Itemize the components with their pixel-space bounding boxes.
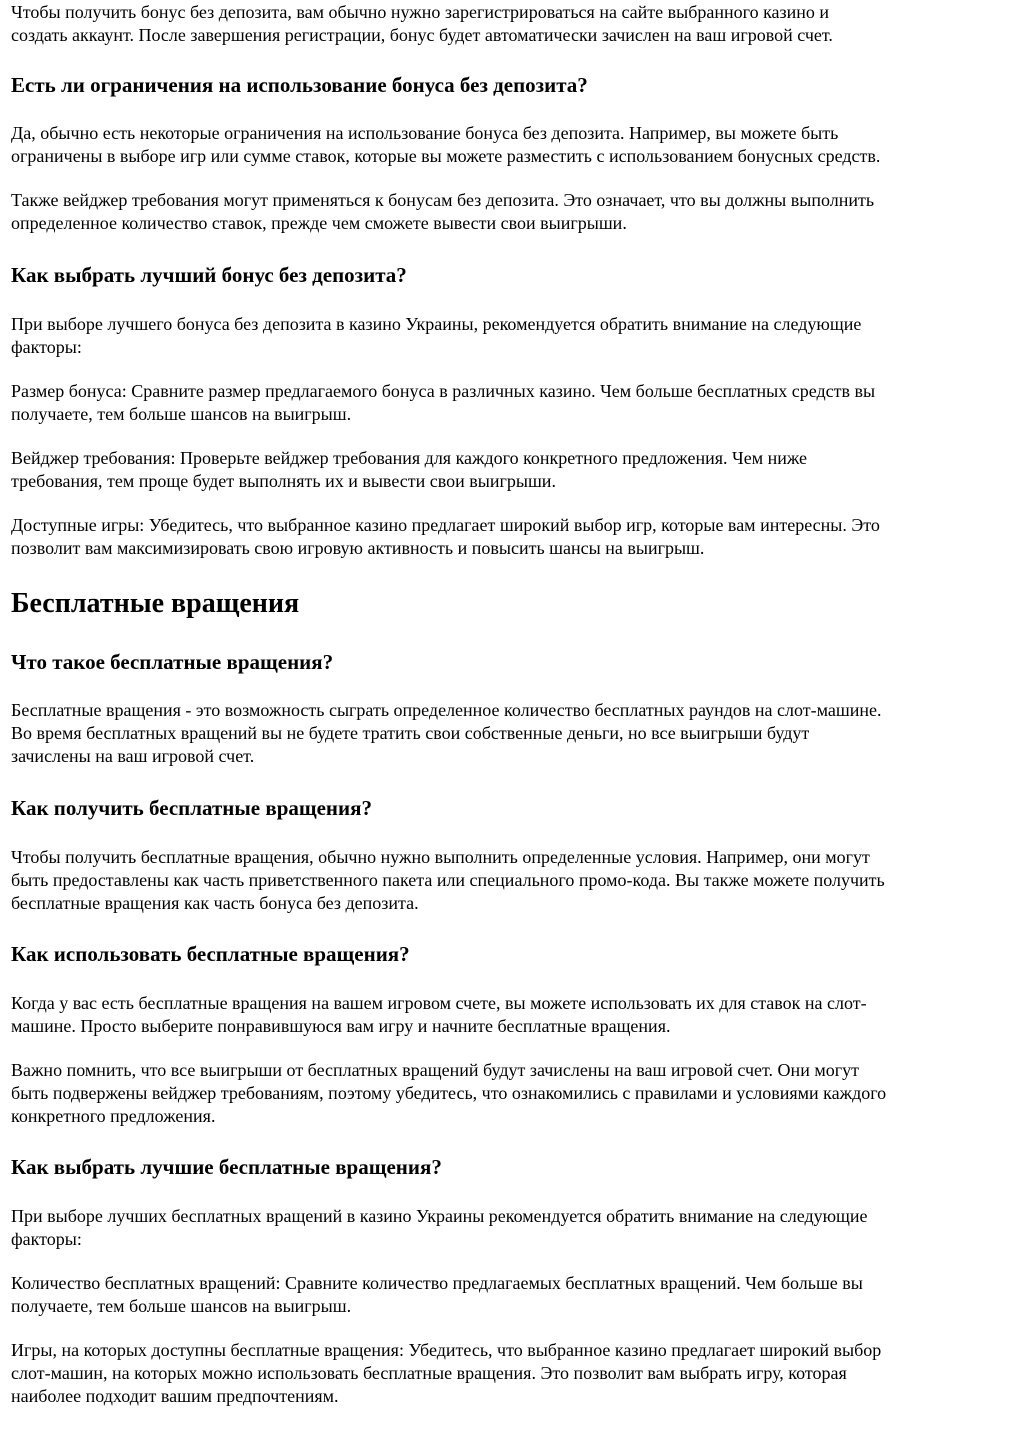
text-line: слот-машин, на которых можно использовать бесплатные вращения. Это позволит вам выбрать игру, которая: [11, 1363, 847, 1383]
text-line: Чтобы получить бонус без депозита, вам обычно нужно зарегистрироваться на сайте выбранного казино и: [11, 2, 830, 22]
paragraph-restrictions: [11, 122, 1015, 168]
text-line: Бесплатные вращения - это возможность сыграть определенное количество бесплатных раундов на слот-машине.: [11, 700, 882, 720]
text-line: создать аккаунт. После завершения регистрации, бонус будет автоматически зачислен на ваш игровой счет.: [11, 25, 833, 45]
section-title-free-spins: Бесплатные вращения: [11, 588, 300, 619]
text-line: требования, тем проще будет выполнять их и вывести свои выигрыши.: [11, 471, 556, 491]
text-line: машине. Просто выберите понравившуюся вам игру и начните бесплатные вращения.: [11, 1016, 671, 1036]
text-line: Важно помнить, что все выигрыши от бесплатных вращений будут зачислены на ваш игровой счет. Они могут: [11, 1060, 859, 1080]
text-line: конкретного предложения.: [11, 1106, 216, 1126]
text-line: быть предоставлены как часть приветственного пакета или специального промо-кода. Вы также можете получить: [11, 870, 885, 890]
text-line: факторы:: [11, 337, 82, 357]
paragraph-wager: [11, 189, 1015, 235]
paragraph-games-with-spins: [11, 1339, 1015, 1408]
text-line: Да, обычно есть некоторые ограничения на использование бонуса без депозита. Например, вы можете быть: [11, 123, 839, 143]
paragraph-wager-requirements: [11, 447, 1015, 493]
text-line: бесплатные вращения как часть бонуса без депозита.: [11, 893, 419, 913]
text-line: Во время бесплатных вращений вы не будете тратить свои собственные деньги, но все выигрыши будут: [11, 723, 810, 743]
text-line: При выборе лучшего бонуса без депозита в казино Украины, рекомендуется обратить внимание на следующие: [11, 314, 862, 334]
paragraph-get-free-spins: [11, 846, 1015, 915]
paragraph-spin-count: [11, 1272, 1015, 1318]
text-line: получаете, тем больше шансов на выигрыш.: [11, 404, 352, 424]
text-line: получаете, тем больше шансов на выигрыш.: [11, 1296, 352, 1316]
heading-choose-bonus: Как выбрать лучший бонус без депозита?: [11, 263, 407, 287]
heading-choose-free-spins: Как выбрать лучшие бесплатные вращения?: [11, 1155, 442, 1179]
text-line: Доступные игры: Убедитесь, что выбранное казино предлагает широкий выбор игр, которые вам интересны. Это: [11, 515, 880, 535]
heading-what-free-spins: Что такое бесплатные вращения?: [11, 650, 334, 674]
text-line: Игры, на которых доступны бесплатные вращения: Убедитесь, что выбранное казино предлагает широкий выбор: [11, 1340, 882, 1360]
paragraph-winnings-note: [11, 1059, 1015, 1128]
text-line: ограничены в выборе игр или сумме ставок, которые вы можете разместить с использованием бонусных средств.: [11, 146, 881, 166]
heading-restrictions: Есть ли ограничения на использование бонуса без депозита?: [11, 73, 588, 97]
text-line: Также вейджер требования могут применяться к бонусам без депозита. Это означает, что вы должны выполнить: [11, 190, 875, 210]
heading-use-free-spins: Как использовать бесплатные вращения?: [11, 942, 410, 966]
paragraph-how-to-get-bonus: [11, 1, 1015, 47]
paragraph-available-games: [11, 514, 1015, 560]
paragraph-use-free-spins: [11, 992, 1015, 1038]
text-line: определенное количество ставок, прежде чем сможете вывести свои выигрыши.: [11, 213, 627, 233]
text-line: Вейджер требования: Проверьте вейджер требования для каждого конкретного предложения. Чем ниже: [11, 448, 808, 468]
text-line: зачислены на ваш игровой счет.: [11, 746, 255, 766]
paragraph-choose-free-spins-intro: [11, 1205, 1015, 1251]
text-line: При выборе лучших бесплатных вращений в казино Украины рекомендуется обратить внимание на следующие: [11, 1206, 868, 1226]
text-line: наиболее подходит вашим предпочтениям.: [11, 1386, 339, 1406]
text-line: Размер бонуса: Сравните размер предлагаемого бонуса в различных казино. Чем больше бесплатных средств вы: [11, 381, 876, 401]
paragraph-bonus-size: [11, 380, 1015, 426]
heading-get-free-spins: Как получить бесплатные вращения?: [11, 796, 372, 820]
paragraph-what-free-spins: [11, 699, 1015, 768]
text-line: позволит вам максимизировать свою игровую активность и повысить шансы на выигрыш.: [11, 538, 705, 558]
text-line: Когда у вас есть бесплатные вращения на вашем игровом счете, вы можете использовать их для ставок на слот-: [11, 993, 867, 1013]
text-line: факторы:: [11, 1229, 82, 1249]
text-line: быть подвержены вейджер требованиям, поэтому убедитесь, что ознакомились с правилами и условиями каждого: [11, 1083, 887, 1103]
text-line: Количество бесплатных вращений: Сравните количество предлагаемых бесплатных вращений. Чем больше вы: [11, 1273, 863, 1293]
text-line: Чтобы получить бесплатные вращения, обычно нужно выполнить определенные условия. Например, они могут: [11, 847, 870, 867]
paragraph-choose-intro: [11, 313, 1015, 359]
